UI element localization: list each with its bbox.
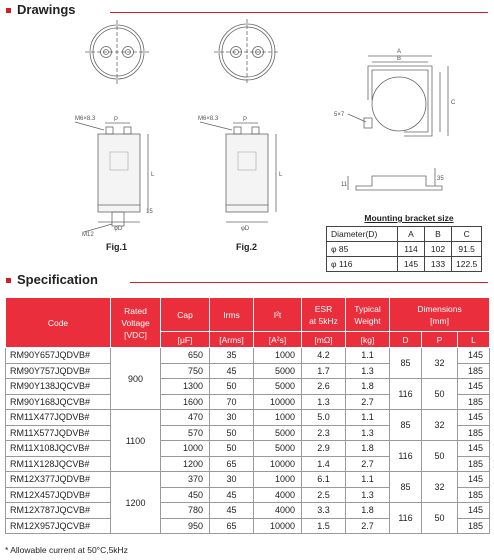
header-dim-p: P — [422, 332, 458, 348]
cell-weight: 2.7 — [346, 394, 390, 410]
cell-rated-voltage: 900 — [111, 348, 161, 410]
table-row — [6, 379, 490, 395]
cell-dim-p: 32 — [422, 410, 458, 441]
fig2-side-view — [200, 122, 276, 222]
bracket-cell-b: 133 — [425, 257, 452, 272]
cell-dim-d: 116 — [390, 379, 422, 410]
cell-code: RM12X457JQDVB# — [6, 487, 111, 503]
cell-code: RM12X377JQDVB# — [6, 472, 111, 488]
bracket-slot-label: 5×7 — [334, 112, 345, 118]
bracket-cell-c: 122.5 — [452, 257, 482, 272]
cell-cap: 750 — [161, 363, 210, 379]
table-row — [6, 472, 490, 488]
cell-dim-d: 85 — [390, 472, 422, 503]
cell-i2t: 5000 — [254, 363, 302, 379]
header-cap: Cap — [161, 298, 210, 332]
bracket-b-label: B — [397, 56, 402, 62]
cell-cap: 1200 — [161, 456, 210, 472]
cell-rated-voltage: 1200 — [111, 472, 161, 534]
header-weight-line1: Typical — [354, 303, 381, 314]
cell-weight: 1.3 — [346, 363, 390, 379]
cell-cap: 570 — [161, 425, 210, 441]
specification-body — [6, 348, 490, 534]
fig1-p-label: P — [114, 117, 119, 123]
header-esr-line1: ESR — [314, 303, 333, 314]
bracket-row — [327, 257, 482, 272]
cell-esr: 6.1 — [302, 472, 346, 488]
cell-dim-l: 145 — [458, 410, 490, 426]
bracket-header-a: A — [398, 227, 425, 242]
cell-irms: 45 — [210, 487, 254, 503]
cell-irms: 45 — [210, 503, 254, 519]
cell-esr: 1.7 — [302, 363, 346, 379]
cell-dim-d: 116 — [390, 441, 422, 472]
cell-irms: 70 — [210, 394, 254, 410]
cell-dim-d: 85 — [390, 348, 422, 379]
bracket-cell-d: φ 116 — [327, 257, 398, 272]
cell-irms: 50 — [210, 379, 254, 395]
cell-code: RM90Y168JQCVB# — [6, 394, 111, 410]
bracket-cell-b: 102 — [425, 242, 452, 257]
bracket-row — [327, 242, 482, 257]
cell-irms: 45 — [210, 363, 254, 379]
cell-dim-l: 185 — [458, 456, 490, 472]
cell-dim-p: 50 — [422, 441, 458, 472]
cell-weight: 1.3 — [346, 425, 390, 441]
specification-title: Specification — [17, 272, 98, 287]
bracket-header-diameter: Diameter(D) — [327, 227, 398, 242]
cell-i2t: 4000 — [254, 487, 302, 503]
cell-dim-l: 185 — [458, 425, 490, 441]
header-esr-unit: [mΩ] — [302, 332, 346, 348]
cell-dim-l: 185 — [458, 394, 490, 410]
cell-weight: 2.7 — [346, 518, 390, 534]
cell-i2t: 10000 — [254, 518, 302, 534]
cell-cap: 450 — [161, 487, 210, 503]
specification-table — [5, 297, 490, 534]
cell-esr: 1.3 — [302, 394, 346, 410]
bracket-a-label: A — [397, 49, 402, 55]
cell-dim-p: 32 — [422, 348, 458, 379]
cell-dim-l: 185 — [458, 518, 490, 534]
fig2-thread-label: M6×8.3 — [198, 116, 219, 122]
header-rated-line1: Rated — [124, 305, 147, 316]
header-dim-line2: [mm] — [430, 315, 449, 326]
cell-dim-l: 145 — [458, 441, 490, 457]
bracket-top-view — [348, 56, 448, 136]
cell-cap: 780 — [161, 503, 210, 519]
cell-dim-p: 50 — [422, 379, 458, 410]
header-irms-unit: [Arms] — [210, 332, 254, 348]
cell-esr: 4.2 — [302, 348, 346, 364]
cell-esr: 1.4 — [302, 456, 346, 472]
cell-cap: 1600 — [161, 394, 210, 410]
header-dim-l: L — [458, 332, 490, 348]
cell-weight: 1.8 — [346, 441, 390, 457]
table-row — [6, 441, 490, 457]
cell-dim-p: 32 — [422, 472, 458, 503]
cell-code: RM12X957JQCVB# — [6, 518, 111, 534]
fig1-l-label: L — [151, 172, 155, 178]
fig1-side-view — [75, 122, 148, 232]
bracket-cell-a: 114 — [398, 242, 425, 257]
cell-i2t: 1000 — [254, 472, 302, 488]
bracket-table-title: Mounting bracket size — [364, 213, 454, 223]
bracket-h11-label: 11 — [341, 182, 348, 188]
bracket-cell-a: 145 — [398, 257, 425, 272]
table-row — [6, 503, 490, 519]
cell-irms: 30 — [210, 472, 254, 488]
header-rated-voltage — [111, 298, 161, 348]
bracket-side-view — [348, 168, 442, 190]
cell-code: RM90Y757JQDVB# — [6, 363, 111, 379]
cell-irms: 65 — [210, 518, 254, 534]
cell-code: RM90Y657JQDVB# — [6, 348, 111, 364]
header-dimensions — [390, 298, 490, 332]
cell-i2t: 5000 — [254, 379, 302, 395]
table-row — [6, 348, 490, 364]
bracket-size-table — [326, 226, 482, 272]
fig1-m12-label: M12 — [82, 232, 94, 238]
cell-cap: 1300 — [161, 379, 210, 395]
cell-code: RM11X577JQDVB# — [6, 425, 111, 441]
cell-esr: 2.6 — [302, 379, 346, 395]
cell-esr: 3.3 — [302, 503, 346, 519]
fig2-top-view — [214, 19, 280, 85]
fig2-caption: Fig.2 — [236, 242, 258, 252]
bracket-cell-d: φ 85 — [327, 242, 398, 257]
cell-i2t: 5000 — [254, 425, 302, 441]
header-dim-d: D — [390, 332, 422, 348]
header-rated-line2: Voltage — [121, 317, 150, 328]
bracket-cell-c: 91.5 — [452, 242, 482, 257]
cell-esr: 2.9 — [302, 441, 346, 457]
fig2-l-label: L — [279, 172, 283, 178]
cell-dim-p: 50 — [422, 503, 458, 534]
header-weight — [346, 298, 390, 332]
fig1-caption: Fig.1 — [106, 242, 128, 252]
cell-cap: 650 — [161, 348, 210, 364]
cell-cap: 1000 — [161, 441, 210, 457]
cell-esr: 2.5 — [302, 487, 346, 503]
cell-weight: 1.3 — [346, 487, 390, 503]
header-i2t: I²t — [254, 298, 302, 332]
header-esr-line2: at 5kHz — [309, 315, 338, 326]
cell-i2t: 10000 — [254, 456, 302, 472]
cell-dim-l: 145 — [458, 348, 490, 364]
cell-i2t: 4000 — [254, 503, 302, 519]
bracket-h35-label: 35 — [437, 176, 444, 182]
cell-i2t: 5000 — [254, 441, 302, 457]
cell-code: RM12X787JQCVB# — [6, 503, 111, 519]
cell-i2t: 1000 — [254, 348, 302, 364]
bullet-square-icon — [6, 278, 11, 283]
cell-esr: 1.5 — [302, 518, 346, 534]
cell-irms: 65 — [210, 456, 254, 472]
table-row — [6, 410, 490, 426]
specification-rule — [130, 282, 488, 283]
bracket-c-label: C — [451, 100, 456, 106]
cell-dim-l: 185 — [458, 487, 490, 503]
cell-dim-l: 185 — [458, 363, 490, 379]
header-i2t-unit: [A²s] — [254, 332, 302, 348]
specification-heading — [6, 272, 98, 287]
cell-dim-d: 85 — [390, 410, 422, 441]
cell-irms: 30 — [210, 410, 254, 426]
cell-esr: 2.3 — [302, 425, 346, 441]
fig1-top-view — [85, 20, 149, 84]
bracket-header-b: B — [425, 227, 452, 242]
fig2-d-label: φD — [241, 226, 250, 232]
cell-weight: 2.7 — [346, 456, 390, 472]
cell-cap: 950 — [161, 518, 210, 534]
cell-code: RM11X477JQDVB# — [6, 410, 111, 426]
cell-weight: 1.8 — [346, 379, 390, 395]
cell-esr: 5.0 — [302, 410, 346, 426]
header-dim-line1: Dimensions — [417, 303, 462, 314]
bracket-header-c: C — [452, 227, 482, 242]
cell-i2t: 10000 — [254, 394, 302, 410]
cell-cap: 470 — [161, 410, 210, 426]
cell-code: RM11X108JQCVB# — [6, 441, 111, 457]
cell-code: RM90Y138JQCVB# — [6, 379, 111, 395]
cell-dim-l: 145 — [458, 379, 490, 395]
cell-rated-voltage: 1100 — [111, 410, 161, 472]
header-weight-line2: Weight — [354, 315, 381, 326]
bracket-header-row — [327, 227, 482, 242]
drawings-title: Drawings — [17, 2, 76, 17]
fig1-15-label: 15 — [146, 209, 153, 215]
cell-weight: 1.8 — [346, 503, 390, 519]
header-esr — [302, 298, 346, 332]
header-code: Code — [6, 298, 111, 348]
cell-dim-l: 145 — [458, 472, 490, 488]
cell-cap: 370 — [161, 472, 210, 488]
fig2-p-label: P — [243, 117, 248, 123]
footnote: * Allowable current at 50°C,5kHz — [5, 545, 128, 555]
cell-irms: 50 — [210, 441, 254, 457]
cell-irms: 50 — [210, 425, 254, 441]
header-cap-unit: [μF] — [161, 332, 210, 348]
cell-dim-l: 145 — [458, 503, 490, 519]
cell-i2t: 1000 — [254, 410, 302, 426]
cell-irms: 35 — [210, 348, 254, 364]
header-weight-unit: [kg] — [346, 332, 390, 348]
cell-weight: 1.1 — [346, 410, 390, 426]
header-irms: Irms — [210, 298, 254, 332]
cell-weight: 1.1 — [346, 472, 390, 488]
cell-weight: 1.1 — [346, 348, 390, 364]
fig1-d-label: φD — [114, 226, 123, 232]
header-rated-line3: [VDC] — [124, 329, 147, 340]
cell-dim-d: 116 — [390, 503, 422, 534]
cell-code: RM11X128JQCVB# — [6, 456, 111, 472]
fig1-thread-label: M6×8.3 — [75, 116, 96, 122]
